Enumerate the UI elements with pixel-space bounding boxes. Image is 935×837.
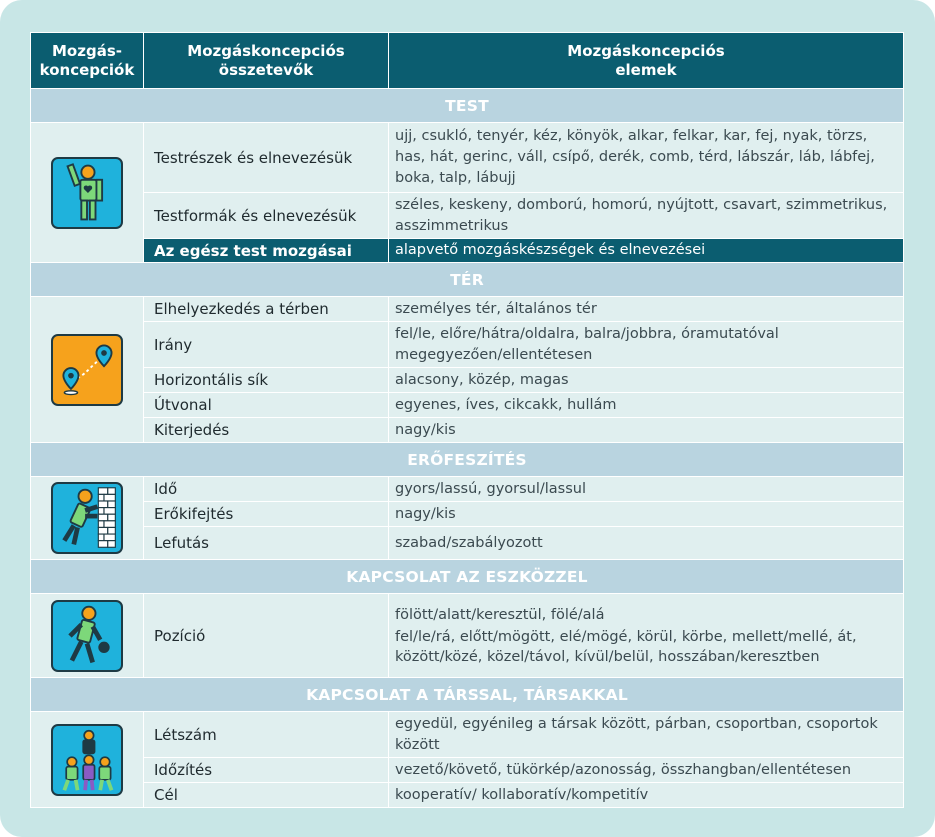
component-cell: Erőkifejtés [144,502,389,527]
component-cell: Időzítés [144,758,389,783]
map-pin-route-icon [51,334,123,406]
component-cell: Elhelyezkedés a térben [144,297,389,322]
component-cell: Létszám [144,712,389,758]
component-cell: Cél [144,783,389,808]
elements-cell: ujj, csukló, tenyér, kéz, könyök, alkar, felkar, kar, fej, nyak, törzs, has, hát, gerinc, váll, csípő, derék, comb, térd, lábszár, láb, lábfej, boka, talp, lábujj [389,123,904,193]
elements-cell: nagy/kis [389,502,904,527]
header-elements: Mozgáskoncepciós elemek [389,33,904,89]
table-row [31,502,904,527]
elements-cell: gyors/lassú, gyorsul/lassul [389,477,904,502]
icon-cell [31,594,144,678]
component-cell: Útvonal [144,393,389,418]
elements-cell: egyedül, egyénileg a társak között, párban, csoportban, csoportok között [389,712,904,758]
table-row [31,322,904,368]
table-row [31,368,904,393]
elements-line: fölött/alatt/keresztül, fölé/alá [395,606,605,623]
table-row-highlighted [31,239,904,263]
table-row [31,123,904,193]
table-row [31,527,904,560]
elements-cell: szabad/szabályozott [389,527,904,560]
icon-cell [31,297,144,443]
elements-cell: fel/le, előre/hátra/oldalra, balra/jobbra, óramutatóval megegyezően/ellentétesen [389,322,904,368]
icon-cell [31,712,144,808]
elements-cell: egyenes, íves, cikcakk, hullám [389,393,904,418]
section-header-kapcsolat-tars [31,678,904,712]
table-row [31,418,904,443]
elements-line: fel/le/rá, előtt/mögött, elé/mögé, körül, körbe, mellett/mellé, át, között/közé, közel/távol, kívül/belül, hosszában/keresztben [395,628,857,665]
component-cell: Horizontális sík [144,368,389,393]
elements-cell: széles, keskeny, domború, homorú, nyújtott, csavart, szimmetrikus, asszimmetrikus [389,193,904,239]
section-title: ERŐFESZÍTÉS [31,443,904,477]
component-cell: Az egész test mozgásai [144,239,389,263]
standing-person-icon [51,157,123,229]
section-title: TÉR [31,263,904,297]
section-header-ter [31,263,904,297]
icon-cell [31,123,144,263]
table-row [31,758,904,783]
section-header-test [31,89,904,123]
elements-cell: alapvető mozgáskészségek és elnevezései [389,239,904,263]
section-header-kapcsolat-eszkoz [31,560,904,594]
elements-cell: nagy/kis [389,418,904,443]
section-title: KAPCSOLAT AZ ESZKÖZZEL [31,560,904,594]
table-row [31,193,904,239]
elements-cell: személyes tér, általános tér [389,297,904,322]
component-cell: Lefutás [144,527,389,560]
ball-player-icon [51,600,123,672]
header-concepts: Mozgás- koncepciók [31,33,144,89]
pushing-wall-icon [51,482,123,554]
table-row [31,477,904,502]
component-cell: Testrészek és elnevezésük [144,123,389,193]
table-row [31,712,904,758]
header-components: Mozgáskoncepciós összetevők [144,33,389,89]
component-cell: Idő [144,477,389,502]
component-cell: Testformák és elnevezésük [144,193,389,239]
table-row [31,393,904,418]
movement-concepts-table [30,32,904,808]
table-row [31,594,904,678]
section-title: KAPCSOLAT A TÁRSSAL, TÁRSAKKAL [31,678,904,712]
elements-cell [389,594,904,678]
component-cell: Pozíció [144,594,389,678]
section-header-erofeszites [31,443,904,477]
icon-cell [31,477,144,560]
elements-cell: alacsony, közép, magas [389,368,904,393]
table-row [31,783,904,808]
component-cell: Irány [144,322,389,368]
component-cell: Kiterjedés [144,418,389,443]
elements-cell: kooperatív/ kollaboratív/kompetitív [389,783,904,808]
group-pyramid-icon [51,724,123,796]
table-row [31,297,904,322]
elements-cell: vezető/követő, tükörkép/azonosság, összhangban/ellentétesen [389,758,904,783]
header-row [31,33,904,89]
section-title: TEST [31,89,904,123]
